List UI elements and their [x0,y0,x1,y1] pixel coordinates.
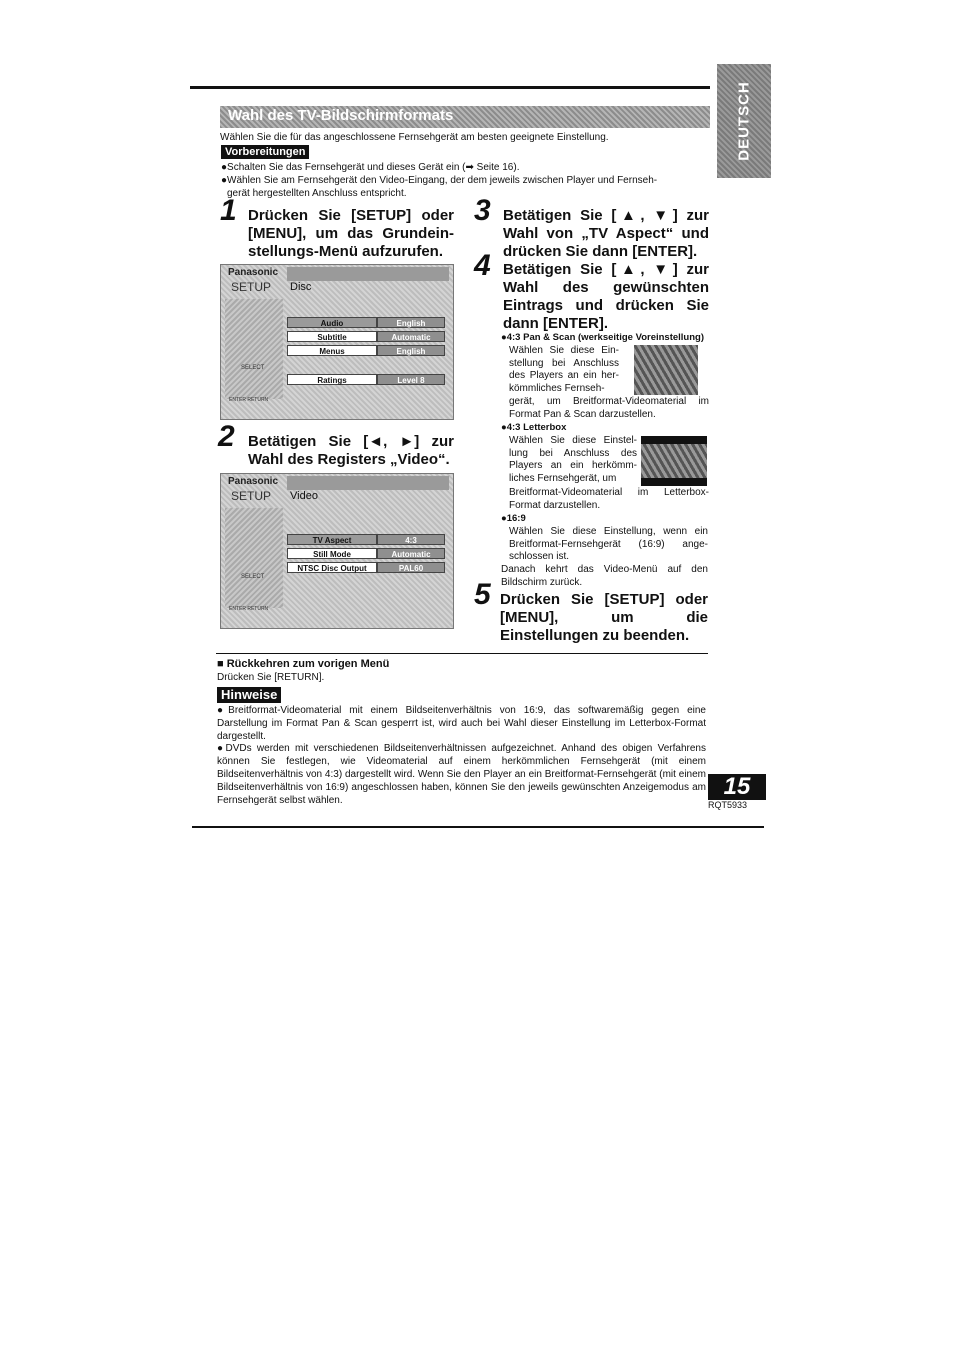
menu-row-key: Ratings [287,374,377,385]
menu-row-menus [287,345,447,356]
step-4-text: Betätigen Sie [▲, ▼] zur Wahl des gewünschten Eintrags und drücken Sie dann [ENTER]. [503,261,709,332]
setup-screen-disc [220,264,454,420]
screen-side-panel [225,299,283,399]
screen-tabs [287,267,449,281]
hinweise-note-2: ●DVDs werden mit verschiedenen Bildseitenverhältnissen aufgezeichnet. Anhand des obigen Verfahrens können Sie festlegen, wie Videomaterial auf einem herkömmlichen Fernsehgerät (mit einem Bildseitenverhältnis von 4:3) dargestellt wird. Wenn Sie den Player an ein Breitformat-Fernsehgerät (mit einem Bildseitenverhältnis von 16:9) angeschlossen haben, können Sie den jeweils gewünschten Anzeigemodus am Fernsehgerät selbst wählen. [217,743,706,806]
step-2-number: 2 [218,420,235,453]
prep-label: Vorbereitungen [221,145,309,159]
letterbox-picture [641,444,707,478]
menu-row-key: Still Mode [287,548,377,559]
page-number: 15 [708,774,766,800]
document-code: RQT5933 [708,800,748,810]
option-pan-scan-body-cont: gerät, um Breitformat-Videomaterial im Format Pan & Scan darzustellen. [509,396,709,420]
middle-rule [216,653,708,654]
screen-footer: ENTER RETURN [229,397,269,403]
step-2-text: Betätigen Sie [◄, ►] zur Wahl des Registers „Video“. [248,433,454,468]
option-letterbox-head: ●4:3 Letterbox [501,422,567,433]
step-5-text: Drücken Sie [SETUP] oder [MENU], um die Einstellungen zu beenden. [500,591,708,644]
option-letterbox-body: Wählen Sie diese Einstel-lung bei Anschluss des Players an ein herkömm-liches Fernsehgerät, um [509,435,637,484]
prep-item-3: gerät hergestellten Anschluss entspricht. [227,188,407,199]
screen-menu-title: Video [290,490,318,502]
option-169-head: ●16:9 [501,513,526,524]
return-body: Drücken Sie [RETURN]. [217,672,325,683]
menu-row-value: 4:3 [377,534,445,545]
top-rule [190,86,710,89]
option-pan-scan-head: ●4:3 Pan & Scan (werkseitige Voreinstellung) [501,332,705,343]
step-4-number: 4 [474,249,491,282]
option-pan-scan-body: Wählen Sie diese Ein-stellung bei Anschluss des Players an ein her-kömmliches Fernseh- [509,345,619,394]
intro-text: Wählen Sie die für das angeschlossene Fernsehgerät am besten geeignete Einstellung. [220,132,609,143]
after-note: Danach kehrt das Video-Menü auf den Bildschirm zurück. [501,564,708,588]
step-3-number: 3 [474,194,491,227]
hinweise-note-1: ●Breitformat-Videomaterial mit einem Bildseitenverhältnis von 16:9, das softwaremäßig gegen eine Darstellung im Format Pan & Scan gesperrt ist, wird auch bei Wahl dieser Einstellung im Letterbox-Format dargestellt. [217,705,706,742]
screen-brand: Panasonic [228,267,279,278]
return-heading: ■ Rückkehren zum vorigen Menü [217,658,390,670]
menu-row-subtitle [287,331,447,342]
menu-row-value: Automatic [377,548,445,559]
pan-scan-image [634,345,698,395]
language-tab [717,64,771,178]
screen-tabs [287,476,449,490]
menu-row-ntsc-output [287,562,447,573]
menu-row-value: PAL60 [377,562,445,573]
step-3-text: Betätigen Sie [▲, ▼] zur Wahl von „TV Aspect“ und drücken Sie dann [ENTER]. [503,207,709,260]
menu-row-key: Menus [287,345,377,356]
section-title: Wahl des TV-Bildschirmformats [228,107,454,124]
prep-item-2: ●Wählen Sie am Fernsehgerät den Video-Eingang, der dem jeweils zwischen Player und Fernseh- [221,175,658,186]
menu-row-still-mode [287,548,447,559]
letterbox-image [641,436,707,486]
section-title-bar [220,106,710,128]
option-letterbox-body-cont: Breitformat-Videomaterial im Letterbox-Format darzustellen. [509,487,709,511]
menu-row-key: TV Aspect [287,534,377,545]
step-5-number: 5 [474,578,491,611]
screen-setup-label: SETUP [231,280,272,294]
step-1-text: Drücken Sie [SETUP] oder [MENU], um das Grundein-stellungs-Menü aufzurufen. [248,207,454,260]
screen-side-panel [225,508,283,608]
screen-brand: Panasonic [228,476,279,487]
screen-setup-label: SETUP [231,489,272,503]
screen-select-label: SELECT [241,365,265,371]
screen-footer: ENTER RETURN [229,606,269,612]
menu-row-audio [287,317,447,328]
menu-row-key: Audio [287,317,377,328]
option-169-body: Wählen Sie diese Einstellung, wenn ein Breitformat-Fernsehgerät (16:9) ange-schlossen ist. [509,526,708,562]
prep-item-1: ●Schalten Sie das Fernsehgerät und dieses Gerät ein (➡ Seite 16). [221,162,520,173]
menu-row-ratings [287,374,447,385]
bottom-rule [192,826,764,828]
screen-select-label: SELECT [241,574,265,580]
menu-row-value: Level 8 [377,374,445,385]
menu-row-value: Automatic [377,331,445,342]
hinweise-label: Hinweise [217,687,281,703]
menu-row-key: NTSC Disc Output [287,562,377,573]
menu-row-value: English [377,345,445,356]
menu-row-value: English [377,317,445,328]
menu-row-tv-aspect [287,534,447,545]
language-tab-label: DEUTSCH [735,81,753,161]
menu-row-key: Subtitle [287,331,377,342]
step-1-number: 1 [220,194,237,227]
setup-screen-video [220,473,454,629]
screen-menu-title: Disc [290,281,312,293]
